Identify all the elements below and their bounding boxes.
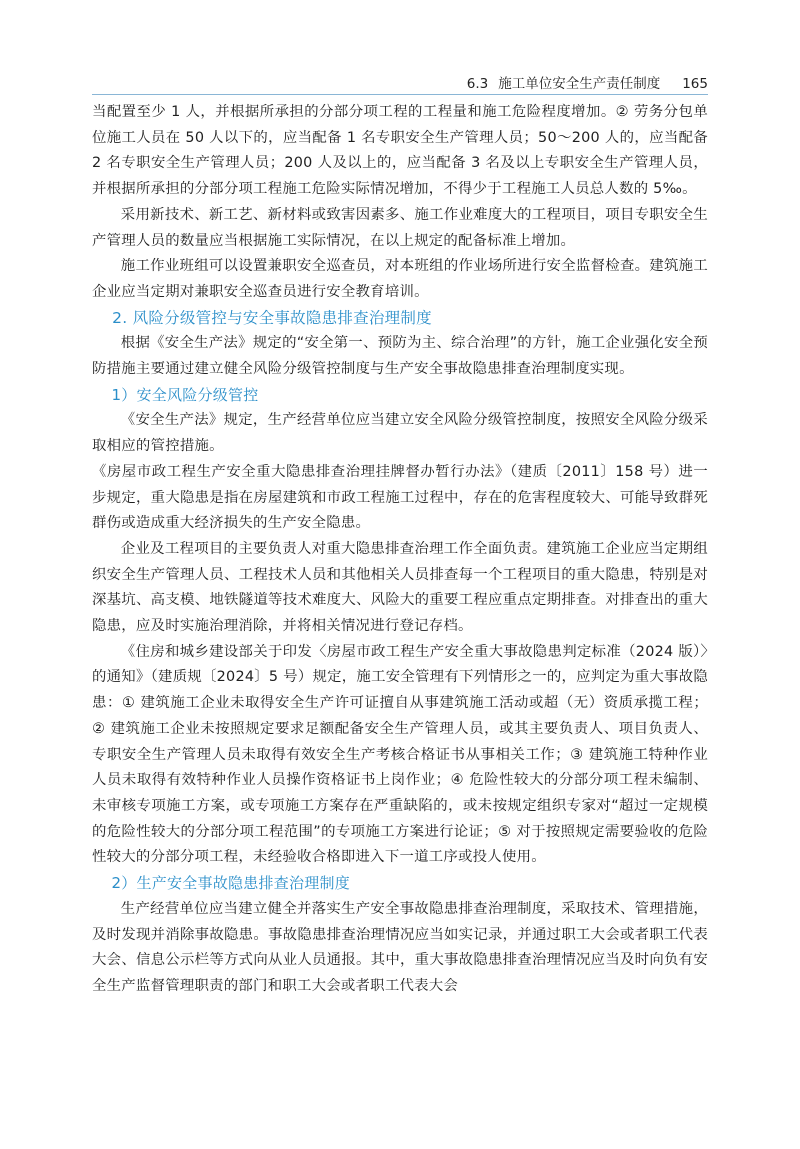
subheading-hazard-investigation: 2）生产安全事故隐患排查治理制度: [111, 874, 351, 893]
paragraph-safety-law-policy: 根据《安全生产法》规定的“安全第一、预防为主、综合治理”的方针，施工企业强化安全预防措施主要通过建立健全风险分级管控制度与生产安全事故隐患排查治理制度实现。: [92, 335, 708, 378]
header-section-title: 施工单位安全生产责任制度: [498, 76, 661, 92]
running-header: [92, 70, 708, 95]
header-right: [467, 72, 708, 92]
paragraph-major-hazard-definition: 《房屋市政工程生产安全重大隐患排查治理挂牌督办暂行办法》（建质〔2011〕158 号）进一步规定，重大隐患是指在房屋建筑和市政工程施工过程中，存在的危害程度较大、可能导致群死群伤或造成重大经济损失的生产安全隐患。: [92, 463, 708, 532]
header-section-number: 6.3: [466, 76, 489, 92]
paragraph-new-technology: 采用新技术、新工艺、新材料或致害因素多、施工作业难度大的工程项目，项目专职安全生产管理人员的数量应当根据施工实际情况，在以上规定的配备标准上增加。: [92, 206, 708, 249]
paragraph-part-time-inspector: 施工作业班组可以设置兼职安全巡查员，对本班组的作业场所进行安全监督检查。建筑施工企业应当定期对兼职安全巡查员进行安全教育培训。: [92, 258, 708, 300]
paragraph-investigation-system: 生产经营单位应当建立健全并落实生产安全事故隐患排查治理制度，采取技术、管理措施，及时发现并消除事故隐患。事故隐患排查治理情况应当如实记录，并通过职工大会或者职工代表大会、信息公示栏等方式向从业人员通报。其中，重大事故隐患排查治理情况应当及时向负有安全生产监督管理职责的部门和职工大会或者职工代表大会: [92, 900, 708, 994]
page-body: [92, 100, 708, 1000]
subheading-risk-classification: 1）安全风险分级管控: [111, 385, 259, 404]
section-heading-risk-control: 2. 风险分级管控与安全事故隐患排查治理制度: [112, 308, 432, 327]
paragraph-hazard-criteria: 《住房和城乡建设部关于印发〈房屋市政工程生产安全重大事故隐患判定标准（2024 版）〉的通知》（建质规〔2024〕5 号）规定，施工安全管理有下列情形之一的，应判定为重大事故隐患：① 建筑施工企业未取得安全生产许可证擅自从事建筑施工活动或超（无）资质承揽工程；② 建筑施工企业未按照规定要求足额配备安全生产管理人员，或其主要负责人、项目负责人、专职安全生产管理人员未取得有效安全生产考核合格证书从事相关工作；③ 建筑施工特种作业人员未取得有效特种作业人员操作资格证书上岗作业；④ 危险性较大的分部分项工程未编制、未审核专项施工方案，或专项施工方案存在严重缺陷的，或未按规定组织专家对“超过一定规模的危险性较大的分部分项工程范围”的专项施工方案进行论证；⑤ 对于按照规定需要验收的危险性较大的分部分项工程，未经验收合格即进入下一道工序或投人使用。: [92, 643, 708, 866]
paragraph-safety-law-provision: 《安全生产法》规定，生产经营单位应当建立安全风险分级管控制度，按照安全风险分级采取相应的管控措施。: [92, 412, 708, 455]
paragraph-responsibility: 企业及工程项目的主要负责人对重大隐患排查治理工作全面负责。建筑施工企业应当定期组织安全生产管理人员、工程技术人员和其他相关人员排查每一个工程项目的重大隐患，特别是对深基坑、高支模、地铁隧道等技术难度大、风险大的重要工程应重点定期排查。对排查出的重大隐患，应及时实施治理消除，并将相关情况进行登记存档。: [92, 540, 708, 635]
paragraph-staffing-continued: 当配置至少 1 人，并根据所承担的分部分项工程的工程量和施工危险程度增加。② 劳务分包单位施工人员在 50 人以下的，应当配备 1 名专职安全生产管理人员；50～200 人的，应当配备 2 名专职安全生产管理人员；200 人及以上的，应当配备 3 名及以上专职安全生产管理人员，并根据所承担的分部分项工程施工危险实际情况增加，不得少于工程施工人员总人数的 5‰。: [92, 104, 708, 198]
page-number: 165: [682, 76, 708, 92]
